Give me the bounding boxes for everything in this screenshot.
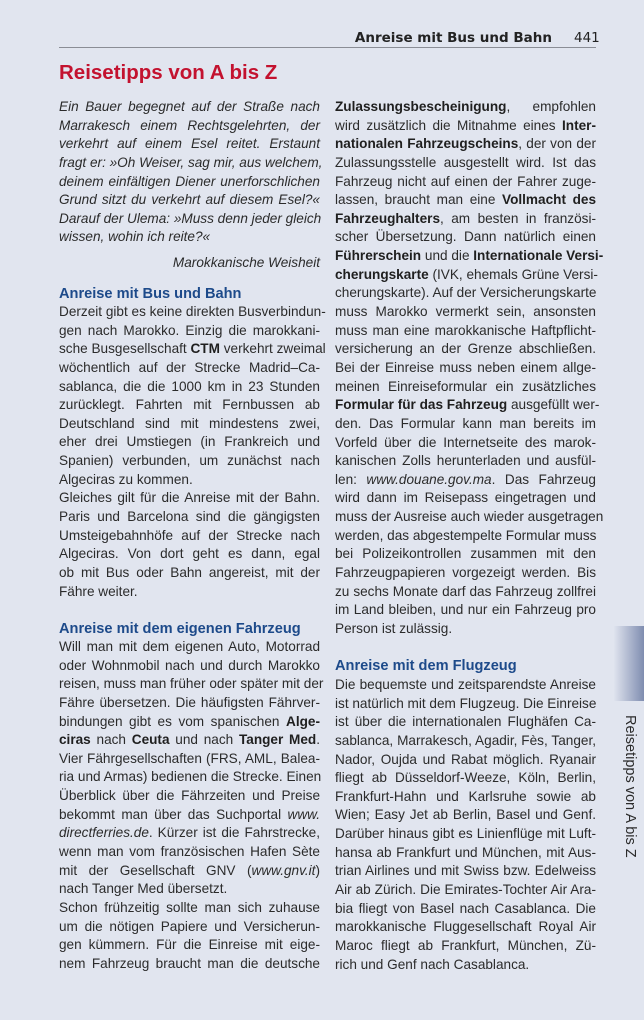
text-segment: wöchentlich auf der Strecke Madrid–Ca- — [59, 359, 320, 375]
text-line — [59, 228, 320, 247]
text-segment: bia fliegt von Basel nach Casablanca. Die — [335, 900, 596, 916]
text-line — [335, 956, 596, 975]
bold-term: Inter- — [562, 117, 596, 133]
chapter-side-label: Reisetipps von A bis Z — [622, 715, 638, 858]
text-segment: Umsteigebahnhöfe auf der Strecke nach — [59, 527, 320, 543]
text-segment: Überblick über die Fährzeiten und Preise — [59, 788, 320, 804]
epigraph-attribution: Marokkanische Weisheit — [172, 255, 320, 270]
text-line — [335, 601, 596, 620]
text-segment: verkehrt auf einem Esel reitet. Erstaunt — [59, 136, 320, 152]
text-line — [335, 452, 596, 471]
text-line — [59, 415, 320, 434]
web-address: www.douane.gov.ma — [366, 471, 492, 487]
text-line — [335, 713, 596, 732]
text-line — [335, 862, 596, 881]
text-segment: oder Wohnmobil nach und durch Marokko — [59, 657, 320, 673]
text-line — [335, 471, 596, 490]
text-line — [59, 154, 323, 173]
text-segment: cherungskarte). Auf der Versicherungskarte — [335, 285, 597, 301]
text-line — [335, 154, 596, 173]
text-segment: ausgefüllt wer- — [507, 397, 600, 413]
bold-term: Zulassungsbescheinigung — [335, 99, 507, 114]
text-line — [335, 266, 596, 285]
text-line — [59, 675, 324, 694]
text-segment: Zulassungsstelle ausgestellt wird. Ist das — [335, 154, 596, 170]
text-segment: Algeciras zu kommen. — [59, 471, 193, 487]
text-segment: Person ist zulässig. — [335, 620, 453, 636]
text-segment: Maroc fliegt ab Frankfurt, München, Zü- — [335, 937, 596, 953]
text-segment: len: — [335, 471, 367, 487]
text-segment: nach Tanger Med übersetzt. — [59, 881, 228, 897]
text-line — [335, 806, 596, 825]
text-line — [59, 117, 320, 136]
text-line — [59, 452, 320, 471]
text-line — [335, 900, 596, 919]
text-line — [335, 508, 604, 527]
text-segment: und die — [421, 248, 474, 264]
text-segment: wissen, wohin ich reite?« — [59, 229, 211, 245]
text-line — [59, 564, 320, 583]
header-rule — [59, 47, 596, 48]
text-segment: um die nötigen Papiere und Versicherun- — [59, 918, 320, 934]
bold-term: Formular für das Fahrzeug — [335, 397, 508, 413]
text-line — [335, 751, 596, 770]
text-line — [59, 583, 320, 602]
text-segment: verkehrt zweimal — [219, 341, 326, 357]
text-line — [335, 918, 596, 937]
text-segment: Nador, Oujda und Rabat möglich. Ryanair — [335, 751, 596, 767]
text-line — [59, 433, 320, 452]
text-segment: wenn man vom französischen Hafen Sète — [59, 844, 320, 860]
text-line — [335, 527, 596, 546]
text-line — [59, 191, 320, 210]
text-line — [335, 881, 596, 900]
text-line — [335, 396, 600, 415]
text-segment: eher drei Umstiegen (in Frankreich und — [59, 434, 320, 450]
text-segment: nem Fahrzeug braucht man die deutsche — [59, 955, 320, 971]
text-line — [335, 732, 596, 751]
text-line — [59, 508, 320, 527]
text-line — [59, 787, 320, 806]
text-segment: Deutschland sind mit mindestens zwei, — [59, 415, 320, 431]
text-line — [335, 937, 596, 956]
text-line — [335, 284, 596, 303]
bold-term: CTM — [190, 341, 220, 357]
bold-term: Fahrzeughalters — [335, 210, 440, 226]
text-segment: Wien; Easy Jet ab Berlin, Basel und Genf. — [335, 807, 596, 823]
text-line — [59, 527, 320, 546]
text-line — [59, 880, 320, 899]
section-body-flugzeug — [335, 676, 596, 974]
text-line — [335, 98, 596, 117]
text-segment: Gleiches gilt für die Anreise mit der Bahn. — [59, 490, 320, 506]
bold-term: Alge- — [286, 713, 320, 729]
page-title: Reisetipps von A bis Z — [59, 61, 278, 84]
text-segment: . Das Fahrzeug — [491, 471, 596, 487]
text-segment: hansa ab Frankfurt und München, mit Aus- — [335, 844, 596, 860]
text-segment: den. Das Formular kann man bereits im — [335, 415, 596, 431]
text-segment: muss Marokko vermerkt sein, ansonsten — [335, 304, 596, 320]
text-segment: gen nach Marokko. Einzig die marokkani- — [59, 322, 320, 338]
text-line — [335, 769, 596, 788]
text-line — [59, 918, 320, 937]
text-segment: Darüber hinaus gibt es Linienflüge mit Luft- — [335, 826, 596, 842]
text-segment: fliegt ab Düsseldorf-Weeze, Köln, Berlin, — [335, 770, 596, 786]
page-number: 441 — [574, 30, 600, 46]
section-body-eigenes-fahrzeug-left — [59, 638, 324, 974]
text-line — [335, 117, 596, 136]
text-segment: bei Polizeikontrollen zusammen mit den — [335, 546, 596, 562]
text-segment: werden, das abgestempelte Formular muss — [335, 527, 597, 543]
text-line — [59, 899, 320, 918]
text-line — [335, 564, 596, 583]
text-line — [59, 378, 320, 397]
text-line — [59, 396, 320, 415]
text-line — [335, 583, 596, 602]
text-line — [59, 359, 320, 378]
text-line — [59, 173, 320, 192]
text-segment: nach — [90, 732, 132, 748]
text-segment: bindungen gibt es vom spanischen — [59, 713, 287, 729]
text-segment: Vorfeld über die Internetseite des marok- — [335, 434, 596, 450]
bold-term: nationalen Fahrzeugscheins — [335, 136, 519, 152]
text-segment: wird zusätzlich die Mitnahme eines — [335, 117, 563, 133]
bold-term: cherungskarte — [335, 266, 429, 282]
text-line — [335, 247, 604, 266]
text-line — [335, 210, 596, 229]
text-line — [59, 322, 320, 341]
text-segment: sablanca, die die 1000 km in 23 Stunden — [59, 378, 320, 394]
text-line — [59, 936, 320, 955]
text-line — [59, 694, 320, 713]
text-segment: Air ab Zürich. Die Emirates-Tochter Air Ara- — [335, 882, 596, 898]
text-line — [335, 340, 596, 359]
web-address: directferries.de — [59, 825, 149, 841]
text-segment: Fähre übersetzen. Die häufigsten Fährver- — [59, 694, 320, 710]
text-line — [59, 545, 320, 564]
bold-term: Führerschein — [335, 248, 422, 264]
text-line — [59, 768, 320, 787]
text-line — [335, 135, 596, 154]
text-segment: scher Übersetzung. Dann natürlich einen — [335, 229, 596, 245]
text-segment: Grund sitzt du verkehrt auf diesem Esel?« — [59, 192, 320, 208]
web-address: www.gnv.it — [251, 862, 316, 878]
text-segment: Frankfurt-Hahn und Karlsruhe sowie ab — [335, 788, 596, 804]
text-segment: marokkanische Fluggesellschaft Royal Air — [335, 919, 596, 935]
text-segment: zurücklegt. Fahrten mit Fernbussen ab — [59, 397, 320, 413]
text-line — [335, 695, 596, 714]
text-segment: Fahrzeug nicht auf einen der Fahrer zuge- — [335, 173, 596, 189]
text-line — [59, 340, 326, 359]
text-segment: , am besten in französi- — [440, 210, 596, 226]
text-segment: . Kürzer ist die Fahrstrecke, — [148, 825, 320, 841]
text-line — [335, 620, 596, 639]
text-line — [59, 303, 326, 322]
text-segment: fragt er: »Oh Weiser, sag mir, aus welchem, — [59, 154, 323, 170]
text-line — [335, 303, 596, 322]
text-line — [59, 750, 320, 769]
text-line — [335, 489, 596, 508]
text-line — [59, 713, 320, 732]
bold-term: Tanger Med — [238, 732, 317, 748]
text-line — [335, 228, 596, 247]
text-segment: Fähre weiter. — [59, 583, 138, 599]
web-address: www. — [287, 806, 320, 822]
text-line — [59, 98, 320, 117]
text-line — [335, 788, 596, 807]
running-header-title: Anreise mit Bus und Bahn — [354, 30, 552, 46]
text-segment: bekommt man über das Suchportal — [59, 806, 288, 822]
text-segment: muss der Ausreise auch wieder ausgetragen — [335, 509, 604, 525]
section-heading-flugzeug: Anreise mit dem Flugzeug — [335, 658, 517, 674]
text-line — [335, 676, 596, 695]
text-segment: , empfohlen — [506, 99, 596, 114]
text-line — [335, 434, 596, 453]
text-segment: reisen, muss man früher oder später mit der — [59, 676, 324, 692]
text-line — [335, 825, 596, 844]
text-line — [59, 955, 320, 974]
text-segment: Derzeit gibt es keine direkten Busverbindun- — [59, 304, 326, 319]
text-segment: ) — [315, 862, 320, 878]
text-line — [59, 843, 320, 862]
text-line — [59, 657, 320, 676]
bold-term: Vollmacht des — [502, 192, 597, 208]
text-line — [59, 824, 320, 843]
chapter-thumb-tab — [614, 626, 644, 701]
text-line — [59, 862, 320, 881]
text-segment: Darauf der Ulema: »Muss denn jeder gleich — [59, 210, 322, 226]
text-segment: deinem einfältigen Diener unerforschlichen — [59, 173, 320, 189]
text-segment: gen kümmern. Für die Einreise mit eige- — [59, 937, 320, 953]
text-segment: ist natürlich mit dem Flugzeug. Die Einreise — [335, 695, 597, 711]
section-body-bus-bahn — [59, 303, 326, 601]
text-segment: versicherung an der Grenze abschließen. — [335, 341, 596, 357]
text-segment: trian Airlines und mit Swiss bzw. Edelweiss — [335, 863, 596, 879]
text-line — [59, 135, 320, 154]
text-segment: ria und Armas) bedienen die Strecke. Einen — [59, 769, 322, 785]
text-segment: (IVK, ehemals Grüne Versi- — [428, 266, 598, 282]
section-heading-bus-bahn: Anreise mit Bus und Bahn — [59, 286, 242, 302]
bold-term: Internationale Versi- — [473, 248, 604, 264]
text-segment: rich und Genf nach Casablanca. — [335, 956, 530, 972]
text-segment: Marrakesch einem Rechtsgelehrten, der — [59, 117, 320, 133]
text-segment: zu sechs Monate darf das Fahrzeug zollfrei — [335, 583, 596, 599]
text-segment: meinen Einreiseformular ein zusätzliches — [335, 378, 596, 394]
text-segment: Algeciras. Von dort geht es dann, egal — [59, 546, 320, 562]
text-line — [335, 378, 596, 397]
text-segment: Will man mit dem eigenen Auto, Motorrad — [59, 639, 320, 654]
text-segment: Die bequemste und zeitsparendste Anreise — [335, 677, 596, 692]
text-segment: mit der Gesellschaft GNV ( — [59, 862, 252, 878]
text-line — [59, 210, 320, 229]
text-line — [335, 322, 596, 341]
text-line — [335, 191, 596, 210]
text-line — [59, 806, 320, 825]
text-line — [335, 173, 596, 192]
epigraph-quote — [59, 98, 323, 247]
section-heading-eigenes-fahrzeug: Anreise mit dem eigenen Fahrzeug — [59, 621, 301, 637]
text-segment: wird dann im Reisepass eingetragen und — [335, 490, 596, 506]
text-line — [335, 359, 596, 378]
text-segment: , der von der — [518, 136, 596, 152]
text-segment: Spanien) verbunden, um zunächst nach — [59, 453, 320, 469]
text-segment: kanischen Zolls herunterladen und ausfül- — [335, 453, 596, 469]
text-segment: Ein Bauer begegnet auf der Straße nach — [59, 99, 320, 114]
text-segment: Fahrzeugpapieren vorgezeigt werden. Bis — [335, 565, 596, 581]
text-segment: ist über die internationalen Flughäfen Ca- — [335, 714, 596, 730]
text-line — [59, 638, 320, 657]
bold-term: ciras — [59, 732, 91, 748]
text-line — [335, 415, 596, 434]
section-body-eigenes-fahrzeug-right — [335, 98, 604, 639]
text-segment: Vier Fährgesellschaften (FRS, AML, Balea- — [59, 750, 320, 766]
text-line — [59, 471, 320, 490]
text-line — [59, 489, 320, 508]
text-segment: muss man eine marokkanische Haftpflicht- — [335, 322, 596, 338]
text-segment: lassen, braucht man eine — [335, 192, 503, 208]
text-segment: im Land bleiben, und nur ein Fahrzeug pro — [335, 602, 596, 618]
bold-term: Ceuta — [131, 732, 170, 748]
text-segment: ob mit Bus oder Bahn angereist, mit der — [59, 564, 320, 580]
text-line — [335, 545, 596, 564]
text-line — [59, 731, 320, 750]
text-line — [335, 844, 596, 863]
text-segment: und nach — [169, 732, 239, 748]
text-segment: sche Busgesellschaft — [59, 341, 191, 357]
text-segment: Schon frühzeitig sollte man sich zuhause — [59, 899, 320, 915]
text-segment: Bei der Einreise muss neben einem allge- — [335, 359, 596, 375]
text-segment: sablanca, Marrakesch, Agadir, Fès, Tanger, — [335, 732, 596, 748]
text-segment: Paris und Barcelona sind die gängigsten — [59, 509, 320, 525]
text-segment: . — [316, 732, 321, 748]
